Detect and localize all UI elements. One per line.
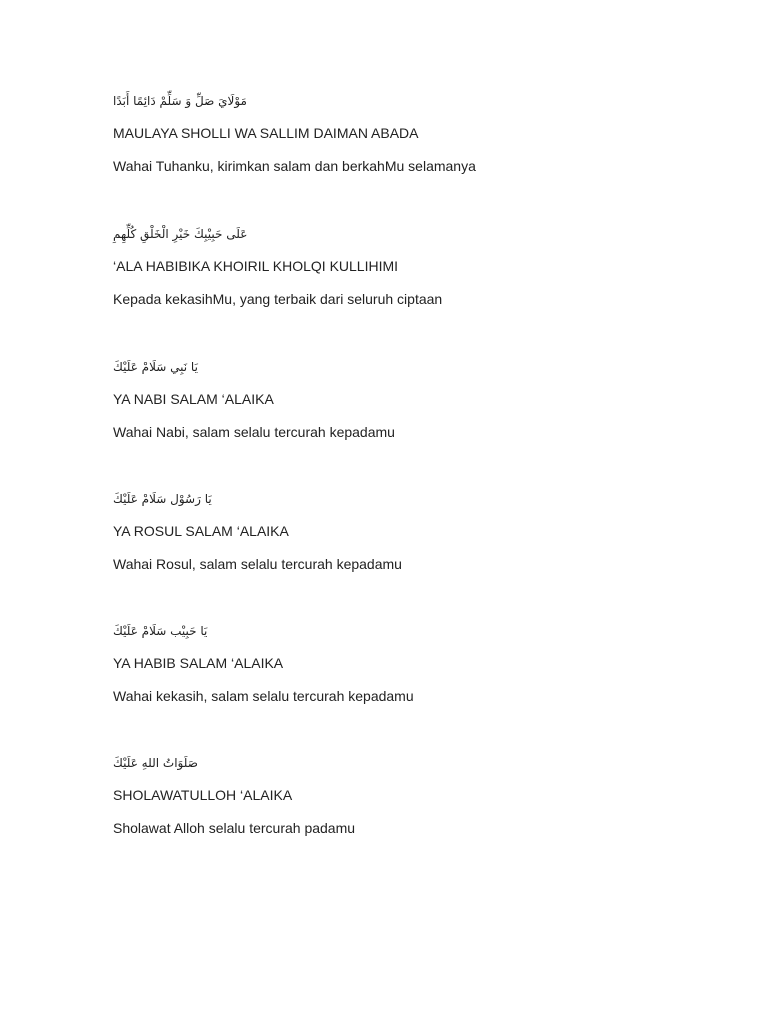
translation: Wahai Nabi, salam selalu tercurah kepadamu [113,424,395,440]
arabic-verse: يَا حَبِيْب سَلَامْ عَلَيْكَ [113,624,208,638]
latin-transliteration: YA NABI SALAM ‘ALAIKA [113,391,274,407]
latin-transliteration: ‘ALA HABIBIKA KHOIRIL KHOLQI KULLIHIMI [113,258,399,274]
translation: Wahai Rosul, salam selalu tercurah kepadamu [113,556,402,572]
stanza-6 [113,751,673,837]
latin-transliteration: SHOLAWATULLOH ‘ALAIKA [113,787,293,803]
translation: Wahai kekasih, salam selalu tercurah kepadamu [113,688,414,704]
arabic-verse: يَا رَسُوْل سَلَامْ عَلَيْكَ [113,492,212,506]
translation: Wahai Tuhanku, kirimkan salam dan berkahMu selamanya [113,158,476,174]
arabic-verse: يَا نَبِي سَلَامْ عَلَيْكَ [113,360,198,374]
latin-transliteration: YA ROSUL SALAM ‘ALAIKA [113,523,289,539]
arabic-verse: عَلَى حَبِيْبِكَ خَيْرِ الْخَلْقِ كُلِّهِمِ [113,227,248,241]
stanza-4 [113,487,673,573]
translation: Kepada kekasihMu, yang terbaik dari seluruh ciptaan [113,291,443,307]
translation: Sholawat Alloh selalu tercurah padamu [113,820,356,836]
stanza-2 [113,222,673,308]
latin-transliteration: YA HABIB SALAM ‘ALAIKA [113,655,284,671]
arabic-verse: صَلَوَاتُ اللهِ عَلَيْكَ [113,756,198,770]
arabic-verse: مَوْلَايَ صَلِّ وَ سَلِّمْ دَائِمًا أَبَدًا [113,94,247,108]
stanza-1 [113,89,673,175]
latin-transliteration: MAULAYA SHOLLI WA SALLIM DAIMAN ABADA [113,125,419,141]
stanza-3 [113,355,673,441]
stanza-5 [113,619,673,705]
